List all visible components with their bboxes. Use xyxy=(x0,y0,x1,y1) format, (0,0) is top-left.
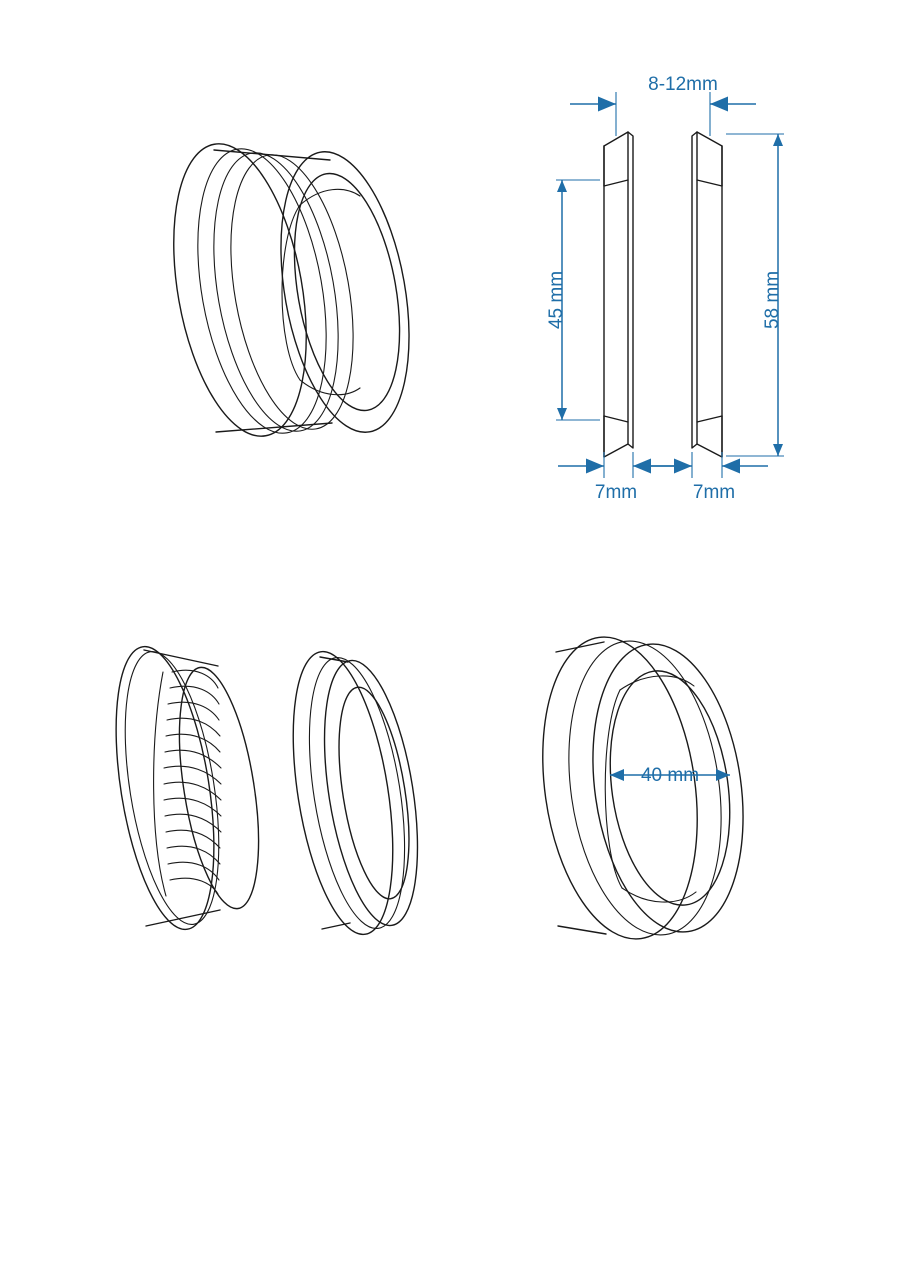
dimension-inner-height-label: 45 mm xyxy=(546,270,567,330)
screw-cap-ring-view xyxy=(276,645,433,942)
dimension-bore-diameter-label: 40 mm xyxy=(640,765,700,786)
threaded-barrel-view xyxy=(99,640,272,936)
dimension-left-flange-label: 7mm xyxy=(594,482,638,503)
cross-section-view xyxy=(546,74,784,503)
front-bore-view xyxy=(525,627,761,949)
dimension-outer-height-label: 58 mm xyxy=(762,270,783,330)
dimension-right-flange-label: 7mm xyxy=(692,482,736,503)
dimension-gap-width-label: 8-12mm xyxy=(648,74,718,95)
isometric-assembled-view xyxy=(153,133,429,446)
